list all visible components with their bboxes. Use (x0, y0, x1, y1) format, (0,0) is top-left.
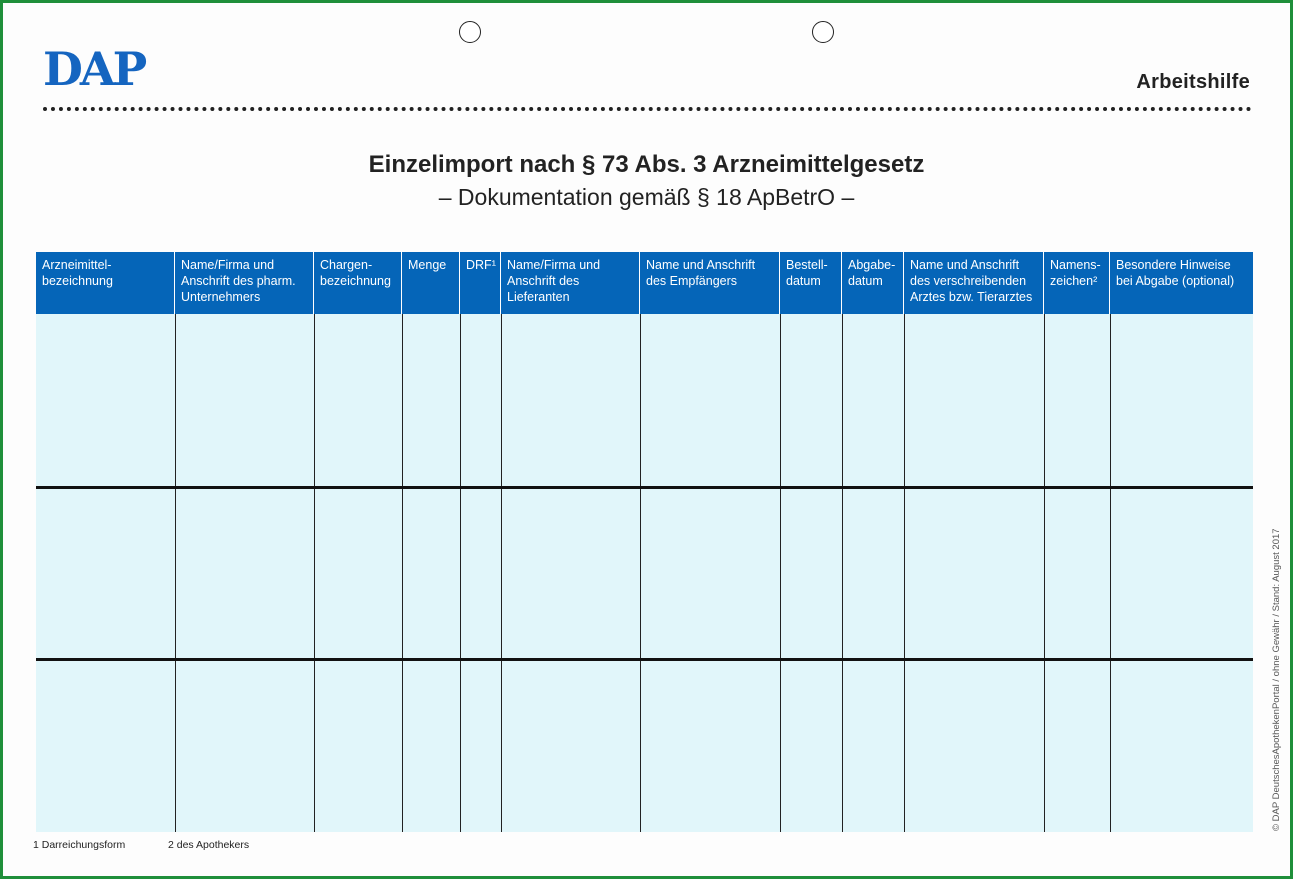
punch-hole-right (812, 21, 834, 43)
column-header: Abgabe- datum (842, 252, 904, 314)
footnote-2: 2 des Apothekers (168, 839, 250, 851)
column-header: DRF¹ (460, 252, 501, 314)
entry-row[interactable] (36, 489, 1253, 658)
column-header: Name/Firma und Anschrift des Lieferanten (501, 252, 640, 314)
column-header: Bestell- datum (780, 252, 842, 314)
column-header: Arzneimittel- bezeichnung (36, 252, 175, 314)
punch-hole-left (459, 21, 481, 43)
footnotes (33, 839, 249, 851)
entry-row[interactable] (36, 314, 1253, 486)
table-body (36, 314, 1253, 832)
page-title: Einzelimport nach § 73 Abs. 3 Arzneimittelgesetz (368, 151, 925, 178)
column-header: Besondere Hinweise bei Abgabe (optional) (1116, 258, 1235, 288)
column-header: Menge (402, 252, 460, 314)
document-type-label: Arbeitshilfe (1136, 71, 1250, 93)
entry-row[interactable] (36, 661, 1253, 832)
column-header: Name und Anschrift des verschreibenden Arztes bzw. Tierarztes (904, 252, 1044, 314)
documentation-table (36, 252, 1253, 832)
column-header: Name und Anschrift des Empfängers (640, 252, 780, 314)
table-header-row (36, 252, 1253, 314)
dap-logo: DAP (43, 42, 145, 96)
column-header: Chargen- bezeichnung (314, 252, 402, 314)
page-subtitle: – Dokumentation gemäß § 18 ApBetrO – (438, 184, 855, 210)
column-header: Namens- zeichen² (1044, 252, 1110, 314)
column-header: Name/Firma und Anschrift des pharm. Unternehmers (175, 252, 314, 314)
dotted-divider (43, 107, 1252, 111)
footnote-1: 1 Darreichungsform (33, 839, 126, 851)
copyright-note: © DAP DeutschesApothekenPortal / ohne Gewähr / Stand: August 2017 (1271, 528, 1282, 831)
